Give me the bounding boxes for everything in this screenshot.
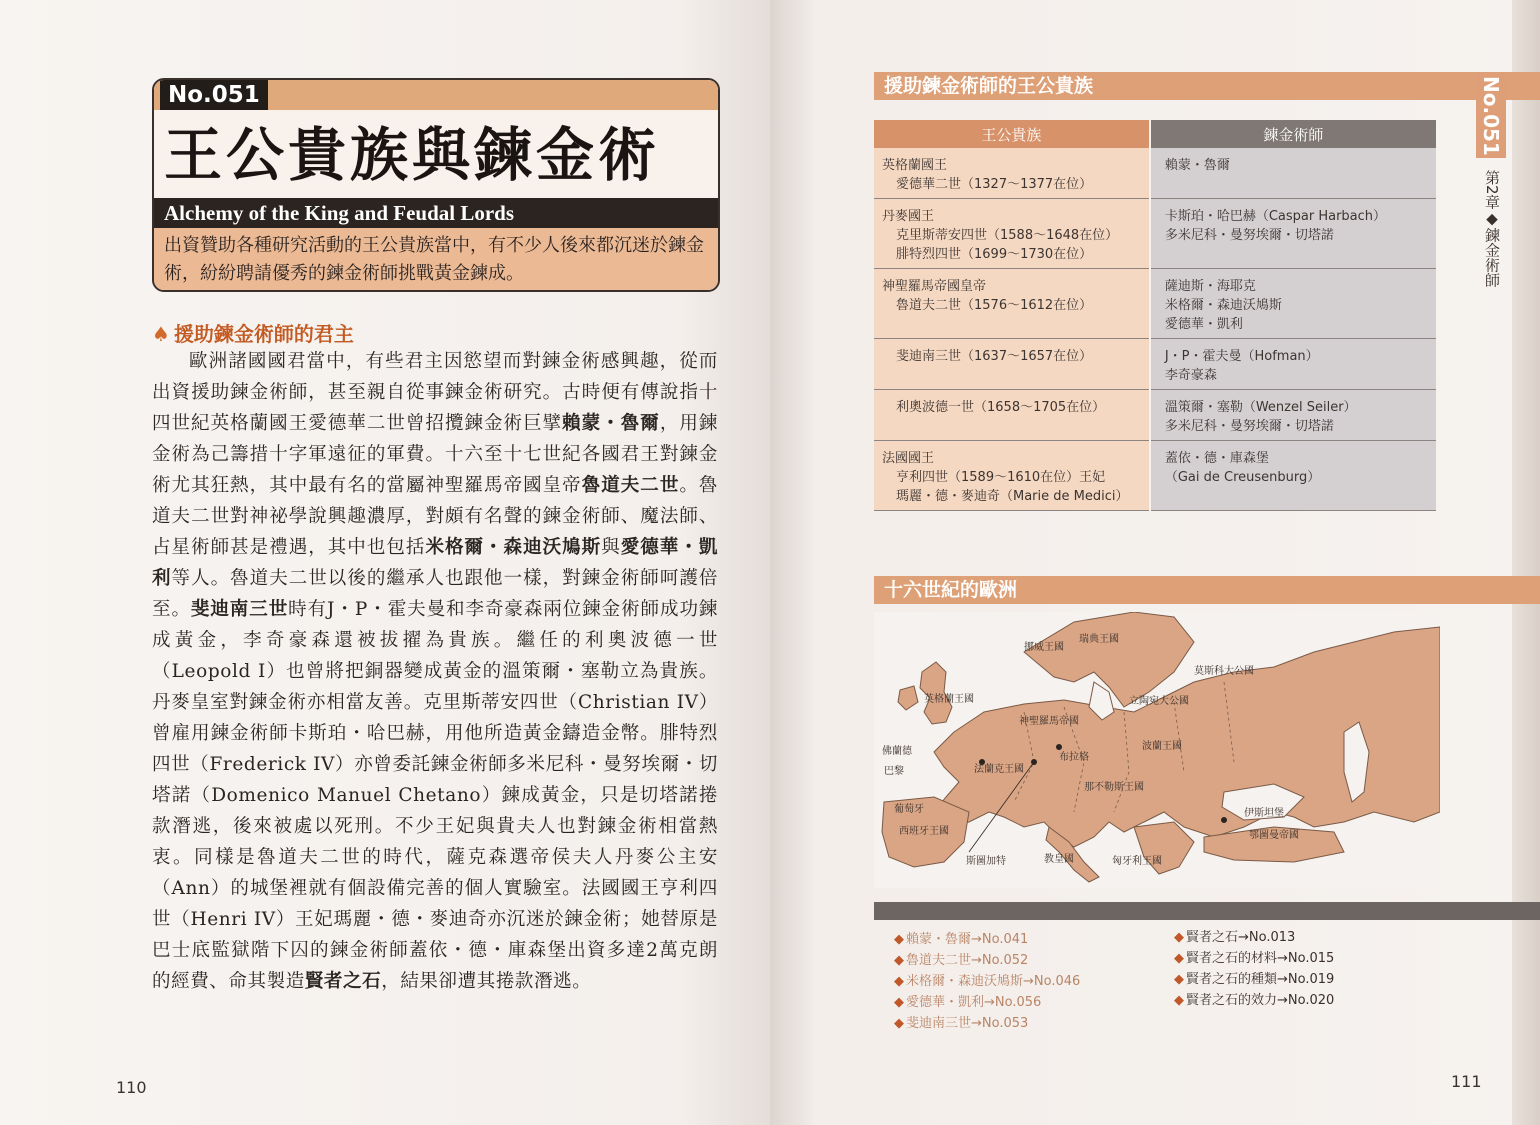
map-label: 立陶宛大公國 [1129,696,1189,707]
royal-cell [874,441,1150,511]
map-label: 法蘭克王國 [974,764,1024,775]
alchemist-cell [1150,339,1436,390]
body-bold-term: 愛德華・凱利 [152,537,718,589]
map-city-istanbul [1221,817,1227,823]
body-bold-term: 斐迪南三世 [190,599,289,620]
table-header-alchemists: 鍊金術師 [1150,120,1436,148]
royal-group: 丹麥國王 [882,209,935,224]
alchemist-name: 多米尼科・曼努埃爾・切塔諾 [1164,419,1334,434]
alchemist-name: 卡斯珀・哈巴赫（Caspar Harbach） [1164,209,1387,224]
right-page [770,0,1540,1125]
related-link-text: 賢者之石的效力→No.020 [1186,993,1335,1008]
map-label: 布拉格 [1059,752,1089,763]
table-header-royals: 王公貴族 [874,120,1150,148]
summary-text: 出資贊助各種研究活動的王公貴族當中，有不少人後來都沉迷於鍊金術，紛紛聘請優秀的鍊金術師挑戰黃金鍊成。 [154,228,718,290]
entry-number: No.051 [160,80,268,110]
body-segment: 時有J・P・霍夫曼和李奇豪森兩位鍊金術師成功鍊成黃金，李奇豪森還被拔擢為貴族。繼任的利奧波德一世（Leopold I）也曾將把銅器變成黃金的溫策爾・塞勒立為貴族。丹麥皇室對鍊金術亦相當友善。克里斯蒂安四世（Christian IV）曾雇用鍊金術師卡斯珀・哈巴赫，用他所造黃金鑄造金幣。腓特烈四世（Frederick IV）亦曾委託鍊金術師多米尼科・曼努埃爾・切塔諾（Domenico Manuel Chetano）鍊成黃金，只是切塔諾捲款潛逃，後來被處以死刑。不少王妃與貴夫人也對鍊金術相當熱衷。同樣是魯道夫二世的時代，薩克森選帝侯夫人丹麥公主安（Ann）的城堡裡就有個設備完善的個人實驗室。法國國王亨利四世（Henri IV）王妃瑪麗・德・麥迪奇亦沉迷於鍊金術；她替原是巴士底監獄階下囚的鍊金術師蓋依・德・庫森堡出資多達2萬克朗的經費、命其製造 [152,599,718,992]
related-link-text: 賢者之石的種類→No.019 [1186,972,1335,987]
related-link [1174,947,1334,966]
body-segment: 與 [601,537,621,558]
ruler-name: 瑪麗・德・麥迪奇（Marie de Medici） [896,489,1129,504]
related-link-text: 米格爾・森迪沃鳩斯→No.046 [906,974,1081,989]
diamond-icon: ◆ [894,995,904,1010]
royal-group: 法國國王 [882,451,935,466]
map-label: 挪威王國 [1024,642,1064,653]
english-subtitle: Alchemy of the King and Feudal Lords [154,198,718,228]
diamond-icon: ◆ [1174,930,1184,945]
ruler-name: 魯道夫二世（1576〜1612在位） [896,298,1093,313]
body-bold-term: 米格爾・森迪沃鳩斯 [425,537,602,558]
map-label: 波蘭王國 [1142,741,1182,752]
map-label: 那不勒斯王國 [1084,782,1144,793]
table-row [874,269,1436,339]
map-graphic [874,612,1440,888]
body-bold-term: 魯道夫二世 [581,475,680,496]
table-row [874,390,1436,441]
map-label: 佛蘭德 [882,746,912,757]
alchemist-cell [1150,269,1436,339]
map-label: 葡萄牙 [894,804,924,815]
table-header-row [874,120,1436,148]
map-city-prague [1056,744,1062,750]
table-row [874,148,1436,199]
royal-group: 英格蘭國王 [882,158,948,173]
europe-map [874,612,1440,888]
map-label: 巴黎 [884,766,904,777]
map-label: 瑞典王國 [1079,634,1119,645]
title-box [152,78,720,292]
spade-icon: ♠ [152,322,170,346]
diamond-icon: ◆ [894,953,904,968]
table-body [874,148,1436,511]
body-paragraph [152,346,718,997]
body-segment: 。魯道夫二世對神祕學說興趣濃厚，對頗有名聲的鍊金術師、魔法師、占星術師甚是禮遇，其中也包括 [152,475,719,558]
related-link [1174,968,1334,987]
body-text [152,346,718,997]
alchemist-name: （Gai de Creusenburg） [1164,470,1321,485]
section-title-patrons: 援助鍊金術師的王公貴族 [874,72,1540,100]
related-link [1174,926,1295,945]
ruler-name: 腓特烈四世（1699〜1730在位） [896,247,1093,262]
royal-cell [874,390,1150,441]
related-items-band [874,902,1540,920]
body-bold-term: 賴蒙・魯爾 [562,413,660,434]
diamond-icon: ◆ [894,1016,904,1031]
related-link-text: 斐迪南三世→No.053 [906,1016,1029,1031]
body-segment: ，結果卻遭其捲款潛逃。 [381,971,592,992]
section-title-map: 十六世紀的歐洲 [874,576,1540,604]
body-bold-term: 賢者之石 [304,971,382,992]
map-label: 匈牙利王國 [1112,856,1162,867]
alchemist-cell [1150,441,1436,511]
body-segment: ，用鍊金術為己籌措十字軍遠征的軍費。十六至十七世紀各國君王對鍊金術尤其狂熱，其中最有名的當屬神聖羅馬帝國皇帝 [152,413,718,496]
alchemist-cell [1150,390,1436,441]
diamond-icon: ◆ [1174,951,1184,966]
ruler-name: 克里斯蒂安四世（1588〜1648在位） [896,228,1119,243]
diamond-icon: ◆ [1174,972,1184,987]
diamond-icon: ◆ [894,974,904,989]
map-label: 神聖羅馬帝國 [1019,716,1079,727]
related-link [894,928,1028,947]
chapter-tab: No.051 [1476,74,1506,158]
related-link [894,991,1041,1010]
map-label: 鄂圖曼帝國 [1249,830,1299,841]
alchemist-name: 賴蒙・魯爾 [1164,158,1230,173]
map-label: 教皇國 [1044,854,1074,865]
alchemist-name: 愛德華・凱利 [1164,317,1243,332]
alchemist-name: 蓋依・德・庫森堡 [1164,451,1269,466]
royal-group: 神聖羅馬帝國皇帝 [882,279,987,294]
map-label: 莫斯科大公國 [1194,666,1254,677]
page-number-left: 110 [116,1078,147,1097]
section-heading [152,318,354,347]
map-label: 伊斯坦堡 [1244,808,1284,819]
alchemist-name: 李奇豪森 [1164,368,1217,383]
chapter-label: 第2章◆鍊金術師 [1483,170,1501,288]
table-row [874,339,1436,390]
page-edge [1512,0,1540,1125]
table-row [874,199,1436,269]
related-link [894,1012,1028,1031]
royal-cell [874,199,1150,269]
ruler-name: 利奧波德一世（1658〜1705在位） [896,400,1106,415]
related-link-text: 賴蒙・魯爾→No.041 [906,932,1029,947]
ruler-name: 斐迪南三世（1637〜1657在位） [896,349,1093,364]
page-number-right: 111 [1451,1072,1482,1091]
ruler-name: 亨利四世（1589〜1610在位）王妃 [896,470,1106,485]
related-link [1174,989,1334,1008]
royal-cell [874,269,1150,339]
page-title: 王公貴族與鍊金術 [164,121,661,189]
related-link [894,949,1028,968]
alchemist-name: 薩迪斯・海耶克 [1164,279,1256,294]
map-label: 英格蘭王國 [924,694,974,705]
alchemist-cell [1150,199,1436,269]
map-label: 斯圖加特 [966,856,1006,867]
table-row [874,441,1436,511]
alchemist-cell [1150,148,1436,199]
diamond-icon: ◆ [894,932,904,947]
ruler-name: 愛德華二世（1327〜1377在位） [896,177,1093,192]
related-link-text: 魯道夫二世→No.052 [906,953,1029,968]
related-link [894,970,1080,989]
related-link-text: 愛德華・凱利→No.056 [906,995,1042,1010]
alchemist-name: 多米尼科・曼努埃爾・切塔諾 [1164,228,1334,243]
alchemist-name: J・P・霍夫曼（Hofman） [1164,349,1319,364]
body-segment: 歐洲諸國國君當中，有些君主因慾望而對鍊金術感興趣，從而出資援助鍊金術師，甚至親自從事鍊金術研究。古時便有傳說指十四世紀英格蘭國王愛德華二世曾招攬鍊金術巨擘 [152,351,718,434]
royal-cell [874,148,1150,199]
map-label: 西班牙王國 [899,826,949,837]
alchemist-name: 溫策爾・塞勒（Wenzel Seiler） [1164,400,1357,415]
royal-cell [874,339,1150,390]
body-segment: 等人。魯道夫二世以後的繼承人也跟他一樣，對鍊金術師呵護倍至。 [152,568,718,620]
related-link-text: 賢者之石→No.013 [1186,930,1296,945]
section-heading-text: 援助鍊金術師的君主 [173,322,354,346]
patron-table [874,120,1436,511]
diamond-icon: ◆ [1174,993,1184,1008]
related-link-text: 賢者之石的材料→No.015 [1186,951,1335,966]
alchemist-name: 米格爾・森迪沃鳩斯 [1164,298,1282,313]
